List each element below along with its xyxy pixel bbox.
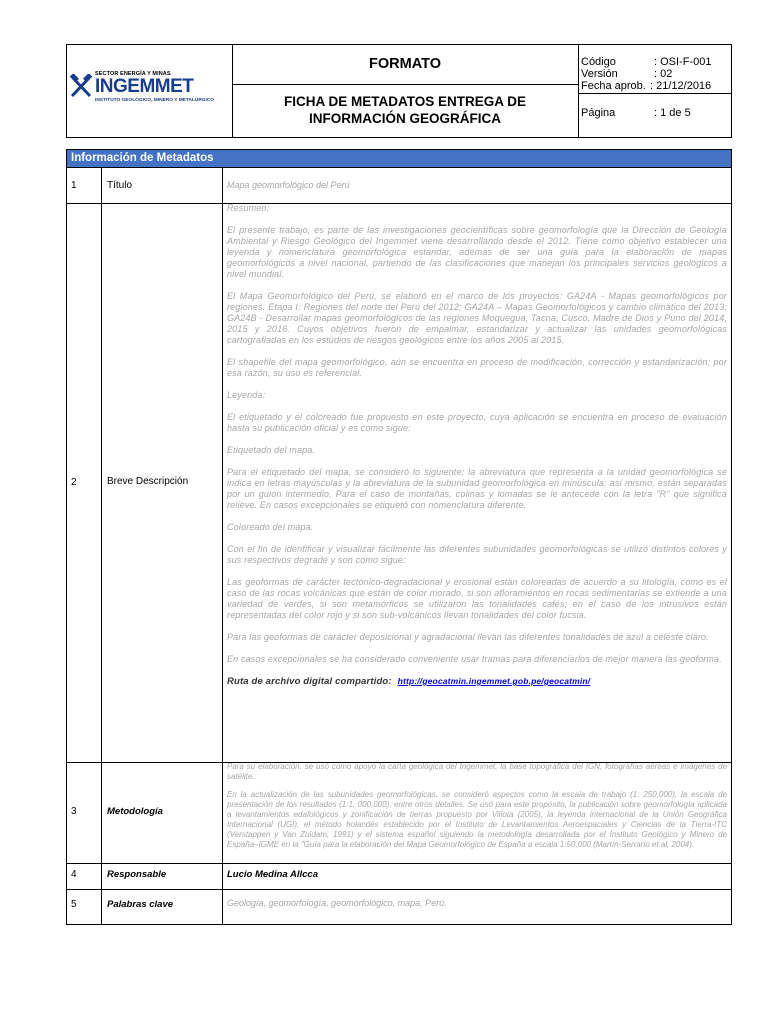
logo-brand: INGEMMET <box>95 76 194 97</box>
document-header <box>66 44 732 138</box>
row-label-palabras-clave: Palabras clave <box>107 899 174 910</box>
row-value-palabras-clave: Geología, geomorfología, geomorfológico, mapa, Perú. <box>227 898 447 908</box>
description-paragraph: Leyenda: <box>227 390 266 400</box>
codigo-label: Código <box>581 56 616 68</box>
row-number: 5 <box>71 899 77 910</box>
description-paragraph: El presente trabajo, es parte de las investigaciones geocientíficas sobre geomorfología que la Dirección de Geología Ambiental y Riesgo Geológico del Ingemmet viene desarrollando desde el 2012. Tiene como objetivo establecer una leyenda y nomenclatura geomorfológica estándar, además de ser una guía para la elaboración de mapas geomorfológicos a nivel nacional, partiendo de las clasificaciones que manejan los principales servicios geológicos a nivel mundial. <box>227 225 727 279</box>
ingemmet-logo <box>69 71 229 111</box>
description-paragraph: Las geoformas de carácter tectónico-degradacional y erosional están coloreadas de acuerdo a su litología, como es el caso de las rocas volcánicas que están de color morado, si son afloramientos en rocas sedimentarias se extiende a una variedad de verdes, si son metamórficos se utilizaron las tonalidades cafés; en el caso de los intrusivos están representadas del color rojo y si son sub-volcánicos llevan tonalidades del color fucsia. <box>227 577 727 620</box>
description-paragraph: Etiquetado del mapa. <box>227 445 316 455</box>
document-title-line: INFORMACIÓN GEOGRÁFICA <box>309 111 501 126</box>
ruta-line <box>227 676 727 687</box>
logo-subtitle: INSTITUTO GEOLÓGICO, MINERO Y METALÚRGICO <box>95 98 215 103</box>
description-paragraph: Con el fin de identificar y visualizar fácilmente las diferentes subunidades geomorfológicas se utilizó distintos colores y sus respectivos degradé y son como sigue: <box>227 544 727 565</box>
fecha-label: Fecha aprob. <box>581 80 646 92</box>
row-number: 2 <box>71 477 77 488</box>
row-value-responsable: Lucio Medina Allcca <box>227 869 318 880</box>
metadata-table <box>66 149 732 925</box>
row-number: 1 <box>71 180 77 191</box>
crossed-hammers-icon <box>69 74 93 98</box>
description-paragraph: Resumen: <box>227 203 270 213</box>
column-divider <box>101 167 102 924</box>
description-paragraph: Para el etiquetado del mapa, se consideró lo siguiente: la abreviatura que representa a la unidad geomorfológica se indica en letras mayúsculas y la abreviatura de la subunidad geomorfológica en minúscula; así mismo, están separadas por un guion intermedio. Para el caso de montañas, colinas y lomadas se le antecede con la letra "R" que significa relieve. En casos excepcionales se etiquetó con nomenclatura diferente. <box>227 467 727 510</box>
row-divider <box>67 889 731 890</box>
row-label-responsable: Responsable <box>107 869 167 880</box>
description-paragraph: Para las geoformas de carácter deposicional y agradacional llevan las diferentes tonalidades de azul a celeste claro. <box>227 632 709 642</box>
table-title: Información de Metadatos <box>67 150 731 167</box>
row-label-metodologia: Metodología <box>107 806 163 817</box>
row-value-titulo: Mapa geomorfológico del Perú <box>227 180 350 190</box>
methodology-paragraph: Para su elaboración, se usó como apoyo la carta geológica del Ingemmet, la base topográfica del IGN, fotografías aéreas e imágenes de satélite. <box>227 762 727 781</box>
description-paragraph: El etiquetado y el coloreado fue propuesto en este proyecto, cuya aplicación se encuentra en proceso de evaluación hasta su publicación oficial y es como sigue: <box>227 412 727 433</box>
formato-title: FORMATO <box>369 56 441 72</box>
pagina-label: Página <box>581 107 616 119</box>
description-paragraph: El Mapa Geomorfológico del Perú, se elaboró en el marco de los proyectos: GA24A - Mapas geomorfológicos por regiones. Etapa I: Regiones del norte del Perú del 2012; GA24A – Mapas Geomorfológicos y cambio climático del 2013; GA24B - Desarrollar mapas geomorfológicos de las regiones Moquegua, Tacna, Cusco, Madre de Dios y Puno del 2014, 2015 y 2016. Cuyos objetivos fueron de empalmar, estandarizar y actualizar las unidades geomorfológicas cartografiadas en los estudios de riesgos geológicos entre los años 2005 al 2015. <box>227 291 727 345</box>
logo-sector: SECTOR ENERGÍA Y MINAS <box>95 71 171 77</box>
document-title-line: FICHA DE METADATOS ENTREGA DE <box>283 94 526 109</box>
row-label-descripcion: Breve Descripción <box>107 476 189 487</box>
row-number: 3 <box>71 806 77 817</box>
fecha-value: : 21/12/2016 <box>650 80 712 92</box>
description-paragraph: En casos excepcionales se ha considerado conveniente usar tramas para diferenciarlos de mejor manera las geoforma. <box>227 654 722 664</box>
row-divider <box>67 863 731 864</box>
geocatmin-link[interactable]: http://geocatmin.ingemmet.gob.pe/geocatmin/ <box>397 676 591 686</box>
version-label: Versión <box>581 68 618 80</box>
methodology-paragraph: En la actualización de las subunidades geomorfológicas, se consideró aspectos como la escala de trabajo (1: 250,000), la escala de presentación de los resultados (1:1, 000,000), entre otros detalles. Se usó para este propósito, la publicación sobre geomorfología aplicada a levantamientos edafológicos y zonificación de tierras propuesto por Villota (2005), la leyenda internacional de la Unión Geográfica Internacional (UGI), el método holandés establecido por el Instituto de Levantamientos Aeroespaciales y Ciencias de la Tierra-ITC (Verstappen y Van Zuidam, 1991) y el sistema español siguiendo la metodología desarrollada por el Instituto Geológico y Minero de España–IGME en la "Guía para la elaboración del Mapa Geomorfológico de España a escala 1:50,000 (Martín-Serrano et al, 2004). <box>227 790 727 849</box>
row-label-titulo: Título <box>107 180 133 191</box>
row-value-descripcion <box>227 203 727 687</box>
row-number: 4 <box>71 869 77 880</box>
row-divider <box>67 167 731 168</box>
pagina-value: : 1 de 5 <box>654 107 691 119</box>
column-divider <box>222 167 223 924</box>
description-paragraph: El shapefile del mapa geomorfológico, aún se encuentra en proceso de modificación, corrección y estandarización; por esa razón, su uso es referencial. <box>227 357 727 378</box>
document-title <box>232 85 578 139</box>
header-divider <box>578 45 579 137</box>
ruta-label: Ruta de archivo digital compartido: <box>227 676 392 687</box>
header-divider <box>578 93 732 94</box>
codigo-value: : OSI-F-001 <box>654 56 712 68</box>
version-value: : 02 <box>654 68 673 80</box>
row-value-metodologia <box>227 762 727 850</box>
description-paragraph: Coloreado del mapa. <box>227 522 314 532</box>
